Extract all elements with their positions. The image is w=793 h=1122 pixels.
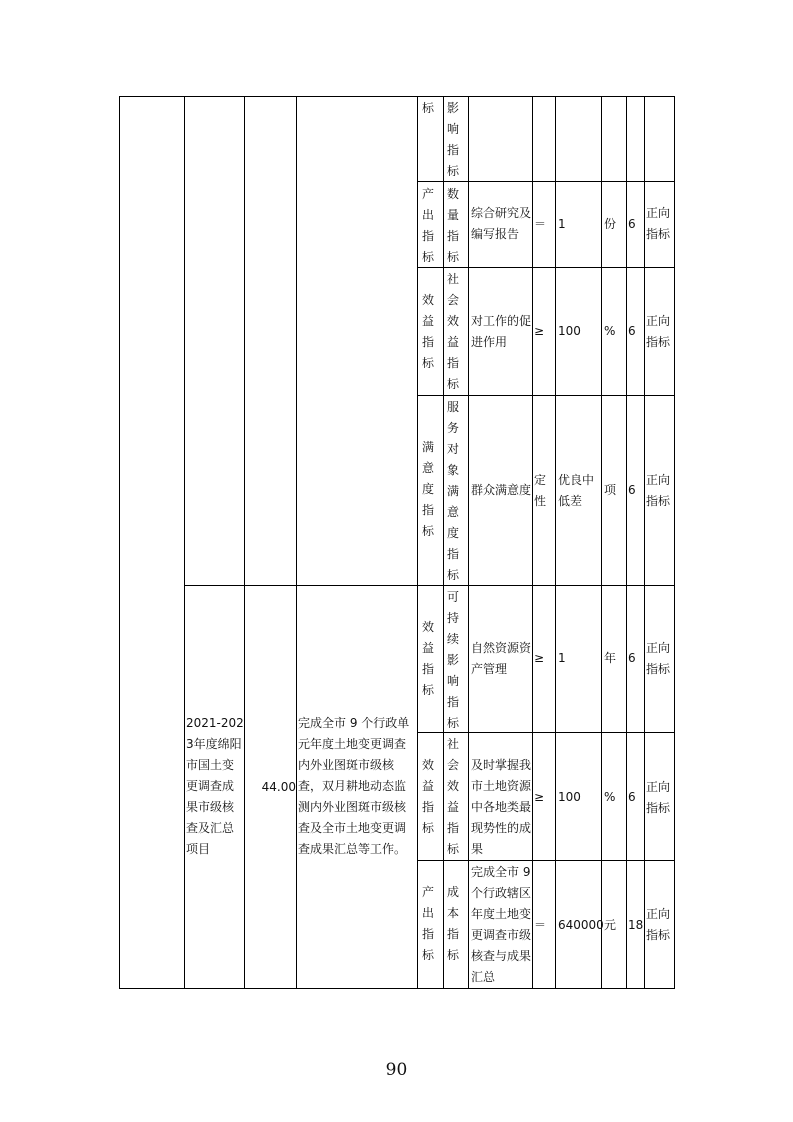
row3-level2: 服务对象满意度指标 [447, 400, 460, 582]
row1-value: 1 [558, 217, 566, 231]
row0-level2: 影响指标 [447, 101, 460, 178]
row3-operator: 定性 [534, 473, 547, 508]
row3-indicator: 群众满意度 [471, 483, 532, 497]
row5-level2: 社会效益指标 [447, 737, 460, 856]
row3-value: 优良中低差 [558, 473, 595, 508]
row5-indicator: 及时掌握我市土地资源中各地类最现势性的成果 [471, 758, 532, 856]
row4-level2: 可持续影响指标 [447, 590, 460, 730]
row6-level2: 成本指标 [447, 885, 460, 962]
row1-direction: 正向指标 [646, 206, 671, 241]
row6-direction: 正向指标 [646, 907, 671, 942]
row5-score: 6 [628, 790, 636, 804]
row2-indicator: 对工作的促进作用 [471, 314, 532, 349]
row4-level1: 效益指标 [422, 620, 435, 697]
row5-value: 100 [558, 790, 581, 804]
row6-score: 18 [628, 918, 644, 932]
row4-value: 1 [558, 651, 566, 665]
row1-score: 6 [628, 217, 636, 231]
row3-unit: 项 [604, 483, 617, 497]
row1-level1: 产出指标 [422, 187, 435, 264]
row6-value: 640000 [558, 918, 604, 932]
row2-operator: ≥ [534, 324, 545, 338]
row1-unit: 份 [604, 217, 617, 231]
row6-operator: ＝ [534, 918, 547, 932]
row1-level2: 数量指标 [447, 187, 460, 264]
project-name: 2021-2023年度绵阳市国土变更调查成果市级核查及汇总项目 [186, 716, 244, 856]
row2-level2: 社会效益指标 [447, 272, 460, 391]
row2-score: 6 [628, 324, 636, 338]
row5-unit: % [604, 790, 616, 804]
row4-unit: 年 [604, 651, 617, 665]
row6-unit: 元 [604, 918, 617, 932]
row5-level1: 效益指标 [422, 758, 435, 835]
row1-operator: ＝ [534, 217, 547, 231]
row4-operator: ≥ [534, 651, 545, 665]
row5-direction: 正向指标 [646, 780, 671, 815]
row6-indicator: 完成全市 9 个行政辖区年度土地变更调查市级核查与成果汇总 [471, 865, 532, 984]
row1-indicator: 综合研究及编写报告 [471, 206, 532, 241]
row4-indicator: 自然资源资产管理 [471, 641, 532, 676]
row5-operator: ≥ [534, 790, 545, 804]
row2-direction: 正向指标 [646, 314, 671, 349]
row6-level1: 产出指标 [422, 885, 435, 962]
row2-unit: % [604, 324, 616, 338]
row4-score: 6 [628, 651, 636, 665]
row3-level1: 满意度指标 [422, 440, 435, 538]
row2-level1: 效益指标 [422, 293, 435, 370]
project-amount: 44.00 [261, 780, 296, 794]
project-goal: 完成全市 9 个行政单元年度土地变更调查内外业图斑市级核查，双月耕地动态监测内外业图斑市级核查及全市土地变更调查成果汇总等工作。 [298, 716, 410, 856]
row4-direction: 正向指标 [646, 641, 671, 676]
row3-direction: 正向指标 [646, 473, 671, 508]
row0-level1: 标 [422, 101, 435, 115]
page-number: 90 [385, 1060, 408, 1080]
row3-score: 6 [628, 483, 636, 497]
row2-value: 100 [558, 324, 581, 338]
